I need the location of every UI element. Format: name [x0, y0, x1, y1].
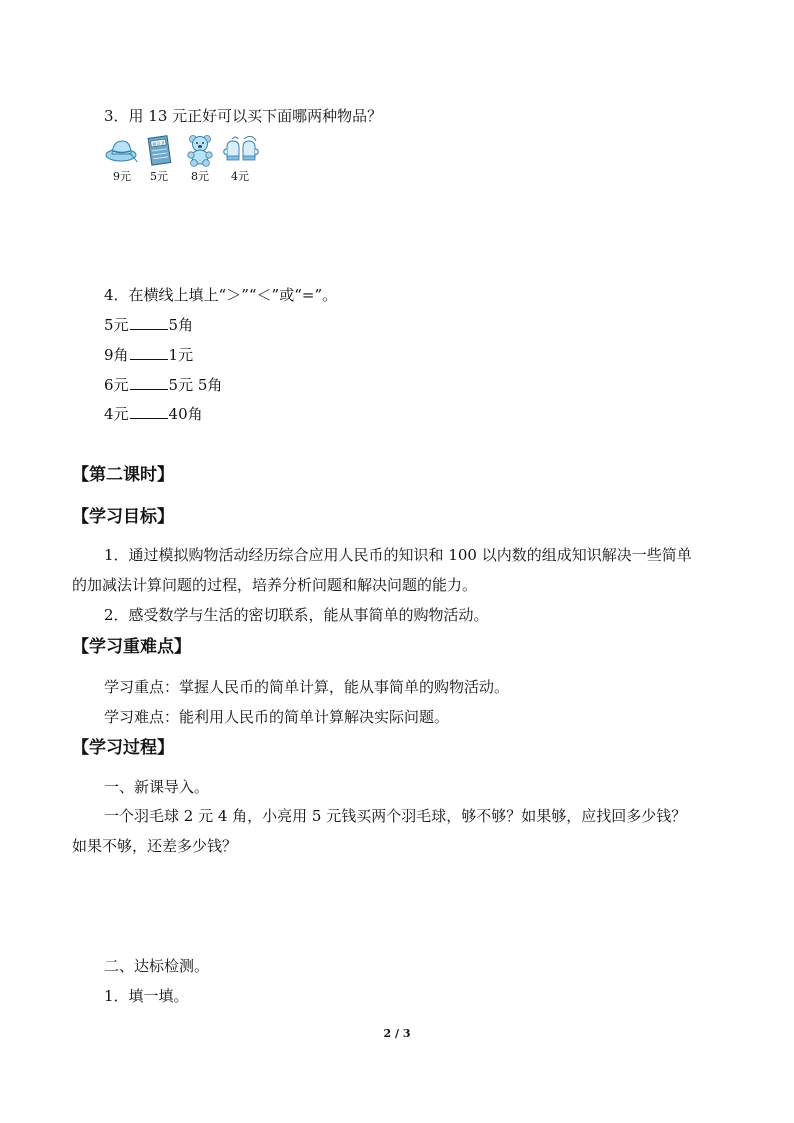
compare-left: 4元 — [104, 405, 129, 423]
compare-row — [104, 315, 193, 335]
compare-row — [104, 404, 203, 424]
key-point-focus: 学习重点：掌握人民币的简单计算，能从事简单的购物活动。 — [104, 678, 510, 696]
process-part-2-question-1: 1．填一填。 — [104, 987, 189, 1005]
answer-blank[interactable] — [130, 315, 168, 330]
compare-right: 5角 — [168, 316, 194, 334]
book-icon — [141, 133, 177, 169]
hat-icon — [104, 133, 140, 167]
price-hat: 9元 — [113, 170, 131, 183]
goal-2: 2．感受数学与生活的密切联系，能从事简单的购物活动。 — [104, 606, 489, 624]
process-part-1-line-1: 一个羽毛球 2 元 4 角，小亮用 5 元钱买两个羽毛球，够不够？如果够，应找回多少钱？ — [104, 807, 687, 825]
section-heading-key-points: 【学习重难点】 — [72, 637, 191, 657]
answer-blank[interactable] — [130, 345, 168, 360]
item-mittens — [222, 133, 258, 188]
compare-left: 9角 — [104, 346, 129, 364]
answer-blank[interactable] — [130, 404, 168, 419]
answer-blank[interactable] — [130, 375, 168, 390]
mittens-icon — [222, 133, 262, 167]
compare-right: 40角 — [168, 405, 203, 423]
compare-left: 6元 — [104, 376, 129, 394]
price-mittens: 4元 — [231, 170, 249, 183]
item-hat — [104, 133, 140, 188]
process-part-1-title: 一、新课导入。 — [104, 778, 210, 796]
section-heading-goals: 【学习目标】 — [72, 507, 174, 527]
compare-row — [104, 375, 222, 395]
compare-right: 1元 — [168, 346, 194, 364]
shopping-items — [104, 133, 264, 188]
compare-right: 5元 5角 — [168, 376, 223, 394]
page-number: 2 / 3 — [383, 1027, 411, 1040]
process-part-2-title: 二、达标检测。 — [104, 957, 210, 975]
section-heading-lesson-2: 【第二课时】 — [72, 465, 174, 485]
key-point-difficulty: 学习难点：能利用人民币的简单计算解决实际问题。 — [104, 708, 450, 726]
item-book — [141, 133, 177, 188]
book-label: 格言书 — [152, 140, 165, 147]
teddy-bear-icon — [182, 133, 218, 167]
price-teddy-bear: 8元 — [191, 170, 209, 183]
question-3-text: 3．用 13 元正好可以买下面哪两种物品？ — [104, 107, 383, 125]
section-heading-process: 【学习过程】 — [72, 738, 174, 758]
price-book: 5元 — [150, 170, 168, 183]
process-part-1-line-2: 如果不够，还差多少钱？ — [72, 837, 238, 855]
goal-1-line-2: 的加减法计算问题的过程，培养分析问题和解决问题的能力。 — [72, 576, 478, 594]
question-4-text: 4．在横线上填上“＞”“＜”或“=”。 — [104, 286, 338, 304]
compare-row — [104, 345, 193, 365]
compare-left: 5元 — [104, 316, 129, 334]
item-teddy-bear — [182, 133, 218, 188]
goal-1-line-1: 1．通过模拟购物活动经历综合应用人民币的知识和 100 以内数的组成知识解决一些简单 — [104, 546, 692, 564]
